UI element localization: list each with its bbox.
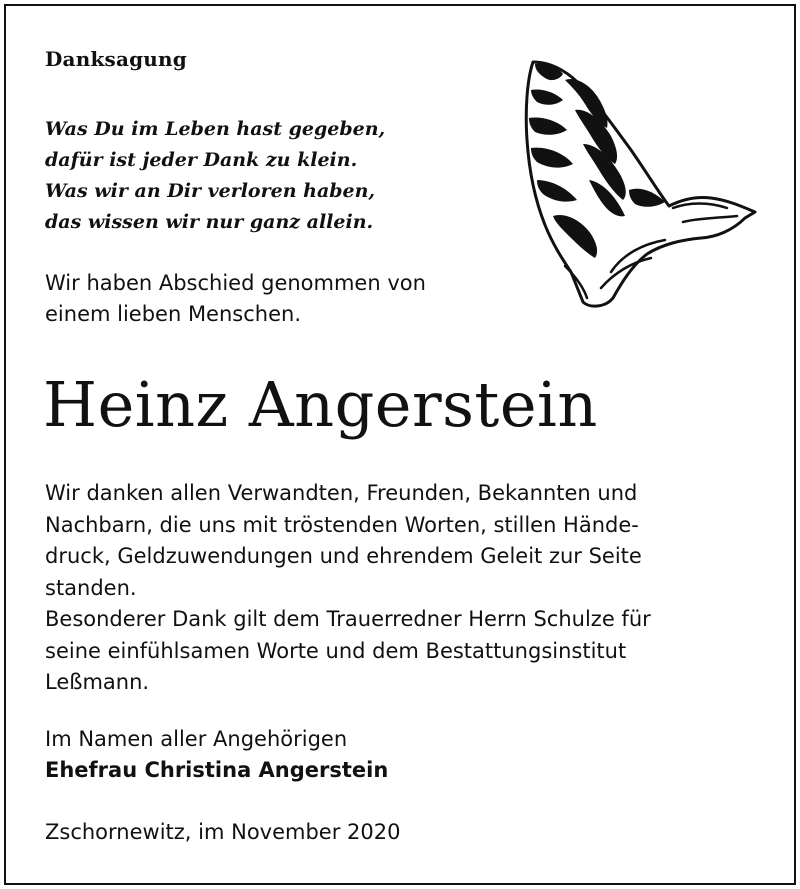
signature-intro: Im Namen aller Angehörigen: [45, 727, 348, 751]
thanks-line: Leßmann.: [45, 670, 150, 694]
poem-line: Was wir an Dir verloren haben,: [45, 180, 376, 202]
poem-line: Was Du im Leben hast gegeben,: [45, 118, 386, 140]
signature-name: Ehefrau Christina Angerstein: [45, 758, 389, 782]
thanks-line: Nachbarn, die uns mit tröstenden Worten, stillen Hände-: [45, 512, 639, 537]
thanks-line: Wir danken allen Verwandten, Freunden, Bekannten und: [45, 481, 638, 505]
thanks-line: druck, Geldzuwendungen und ehrendem Geleit zur Seite: [45, 544, 642, 568]
poem-line: das wissen wir nur ganz allein.: [45, 211, 374, 233]
notice-heading: Danksagung: [45, 47, 187, 71]
farewell-line: einem lieben Menschen.: [45, 302, 301, 326]
farewell-text: [45, 268, 426, 330]
thanks-line: standen.: [45, 575, 137, 600]
praying-hands-icon: [505, 40, 760, 315]
deceased-name: Heinz Angerstein: [43, 368, 598, 441]
farewell-line: Wir haben Abschied genommen von: [45, 271, 426, 295]
thanks-line: Besonderer Dank gilt dem Trauerredner Herrn Schulze für: [45, 607, 651, 631]
thanks-paragraph: [45, 478, 651, 699]
poem-line: dafür ist jeder Dank zu klein.: [45, 149, 358, 171]
signature-block: [45, 724, 388, 786]
memorial-poem: [45, 114, 385, 238]
thanks-line: seine einfühlsamen Worte und dem Bestattungsinstitut: [45, 638, 627, 663]
place-date: Zschornewitz, im November 2020: [45, 820, 401, 844]
